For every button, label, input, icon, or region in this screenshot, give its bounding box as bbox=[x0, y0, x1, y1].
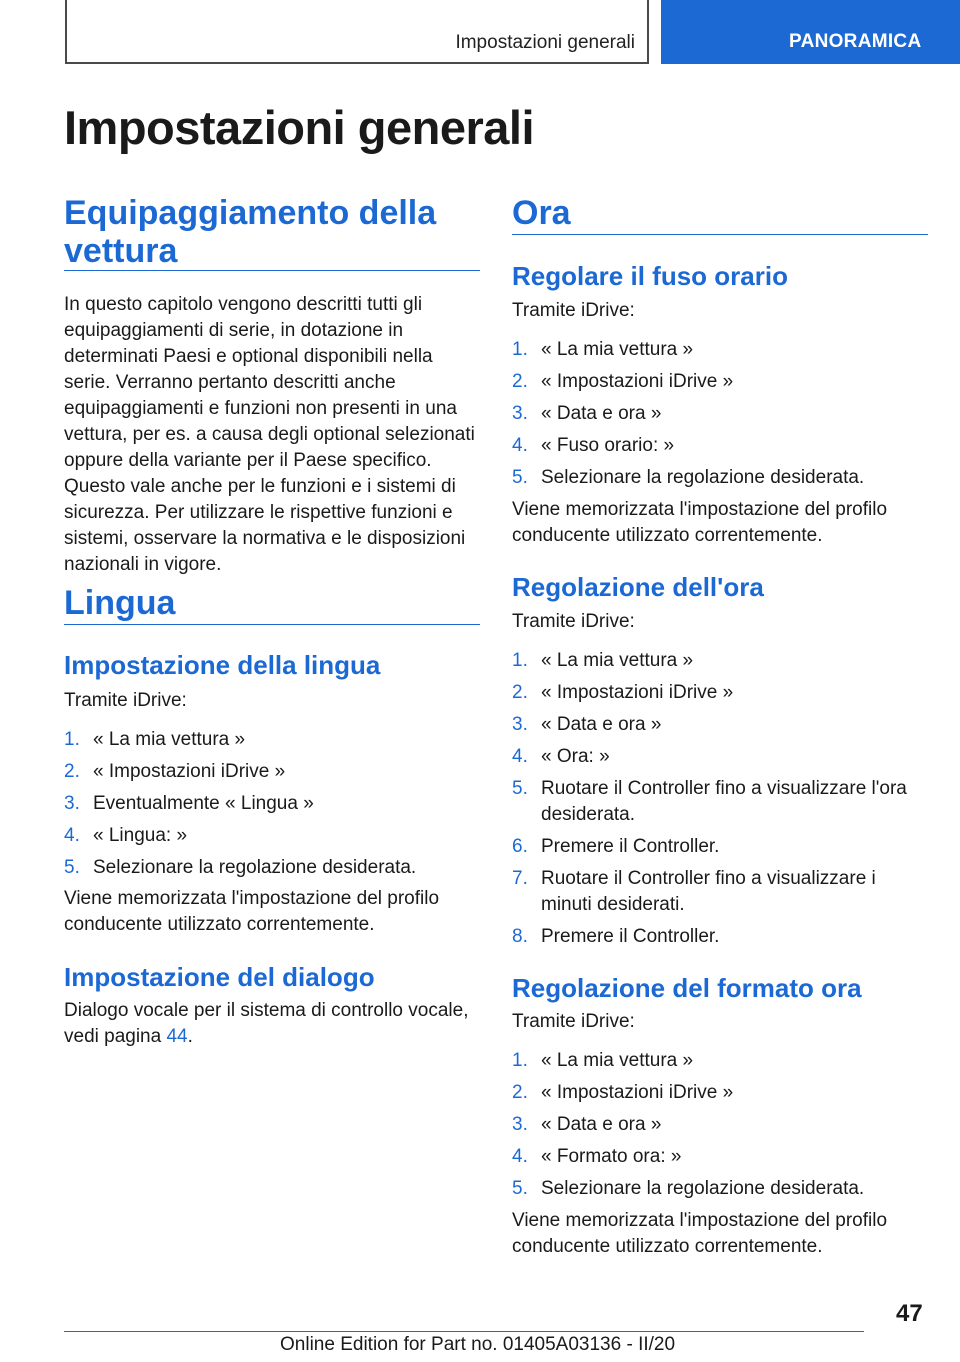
lang-note: Viene memorizzata l'impostazione del profilo conducente utilizzato correntemente. bbox=[64, 888, 440, 935]
step-item: 1. « La mia vettura » bbox=[64, 729, 246, 750]
step-item: 2. « Impostazioni iDrive » bbox=[512, 371, 734, 392]
format-heading: Regolazione del formato ora bbox=[512, 973, 862, 1003]
step-item: 7. Ruotare il Controller fino a visualizzare i minuti desiderati. bbox=[512, 868, 876, 915]
step-item: 6. Premere il Controller. bbox=[512, 836, 720, 857]
timezone-intro: Tramite iDrive: bbox=[512, 300, 635, 321]
lingua-heading: Lingua bbox=[64, 584, 176, 622]
step-item: 3. « Data e ora » bbox=[512, 1114, 662, 1135]
footer-rule bbox=[64, 1331, 864, 1332]
header-section-title: Impostazioni generali bbox=[455, 32, 635, 53]
step-item: 8. Premere il Controller. bbox=[512, 926, 720, 947]
section-rule bbox=[512, 234, 928, 235]
step-item: 2. « Impostazioni iDrive » bbox=[64, 761, 286, 782]
step-item: 5. Selezionare la regolazione desiderata. bbox=[512, 1178, 865, 1199]
dialog-paragraph: Dialogo vocale per il sistema di controllo vocale, vedi pagina 44. bbox=[64, 1000, 469, 1047]
panoramica-tab[interactable] bbox=[661, 0, 960, 64]
lang-intro: Tramite iDrive: bbox=[64, 690, 187, 711]
ora-heading: Ora bbox=[512, 194, 571, 232]
page-number: 47 bbox=[896, 1300, 923, 1327]
step-item: 3. « Data e ora » bbox=[512, 403, 662, 424]
step-item: 4. « Ora: » bbox=[512, 746, 610, 767]
step-item: 1. « La mia vettura » bbox=[512, 339, 694, 360]
step-item: 3. « Data e ora » bbox=[512, 714, 662, 735]
step-item: 2. « Impostazioni iDrive » bbox=[512, 682, 734, 703]
format-steps bbox=[512, 1048, 928, 1208]
timezone-note: Viene memorizzata l'impostazione del profilo conducente utilizzato correntemente. bbox=[512, 499, 888, 546]
step-item: 5. Selezionare la regolazione desiderata. bbox=[64, 857, 417, 878]
step-item: 4. « Lingua: » bbox=[64, 825, 188, 846]
timezone-heading: Regolare il fuso orario bbox=[512, 261, 788, 291]
step-item: 1. « La mia vettura » bbox=[512, 1050, 694, 1071]
step-item: 4. « Formato ora: » bbox=[512, 1146, 682, 1167]
page-title: Impostazioni generali bbox=[64, 101, 535, 154]
equipment-paragraph: In questo capitolo vengono descritti tutti gli equipaggiamenti di serie, in dotazione in determinati Paesi e optional disponibili nella serie. Verranno pertanto descritti anche equipaggiamenti e funzioni non presenti in una vettura, per es. a causa degli optional selezionati oppure della variante per il Paese specifico. Questo vale anche per le funzioni e i sistemi di sicurezza. Per utilizzare le rispettive funzioni e sistemi, osservare la normativa e le disposizioni nazionali in vigore. bbox=[64, 294, 475, 575]
step-item: 4. « Fuso orario: » bbox=[512, 435, 675, 456]
equipment-heading: Equipaggiamento della vettura bbox=[64, 194, 437, 270]
step-item: 5. Selezionare la regolazione desiderata. bbox=[512, 467, 865, 488]
time-steps bbox=[512, 648, 928, 956]
panoramica-tab-label: PANORAMICA bbox=[789, 31, 922, 52]
time-intro: Tramite iDrive: bbox=[512, 611, 635, 632]
step-item: 3. Eventualmente « Lingua » bbox=[64, 793, 314, 814]
footer-edition: Online Edition for Part no. 01405A03136 - II/20 bbox=[280, 1334, 676, 1355]
header-section-box bbox=[65, 0, 649, 64]
section-rule bbox=[64, 624, 480, 625]
step-item: 2. « Impostazioni iDrive » bbox=[512, 1082, 734, 1103]
page-44-link[interactable]: 44 bbox=[166, 1026, 188, 1047]
step-item: 5. Ruotare il Controller fino a visualizzare l'ora desiderata. bbox=[512, 778, 907, 825]
lang-setting-heading: Impostazione della lingua bbox=[64, 650, 381, 680]
section-rule bbox=[64, 270, 480, 271]
dialog-heading: Impostazione del dialogo bbox=[64, 962, 375, 992]
timezone-steps bbox=[512, 337, 928, 497]
format-note: Viene memorizzata l'impostazione del profilo conducente utilizzato correntemente. bbox=[512, 1210, 888, 1257]
step-item: 1. « La mia vettura » bbox=[512, 650, 694, 671]
lang-steps bbox=[64, 727, 480, 887]
time-heading: Regolazione dell'ora bbox=[512, 572, 764, 602]
format-intro: Tramite iDrive: bbox=[512, 1011, 635, 1032]
